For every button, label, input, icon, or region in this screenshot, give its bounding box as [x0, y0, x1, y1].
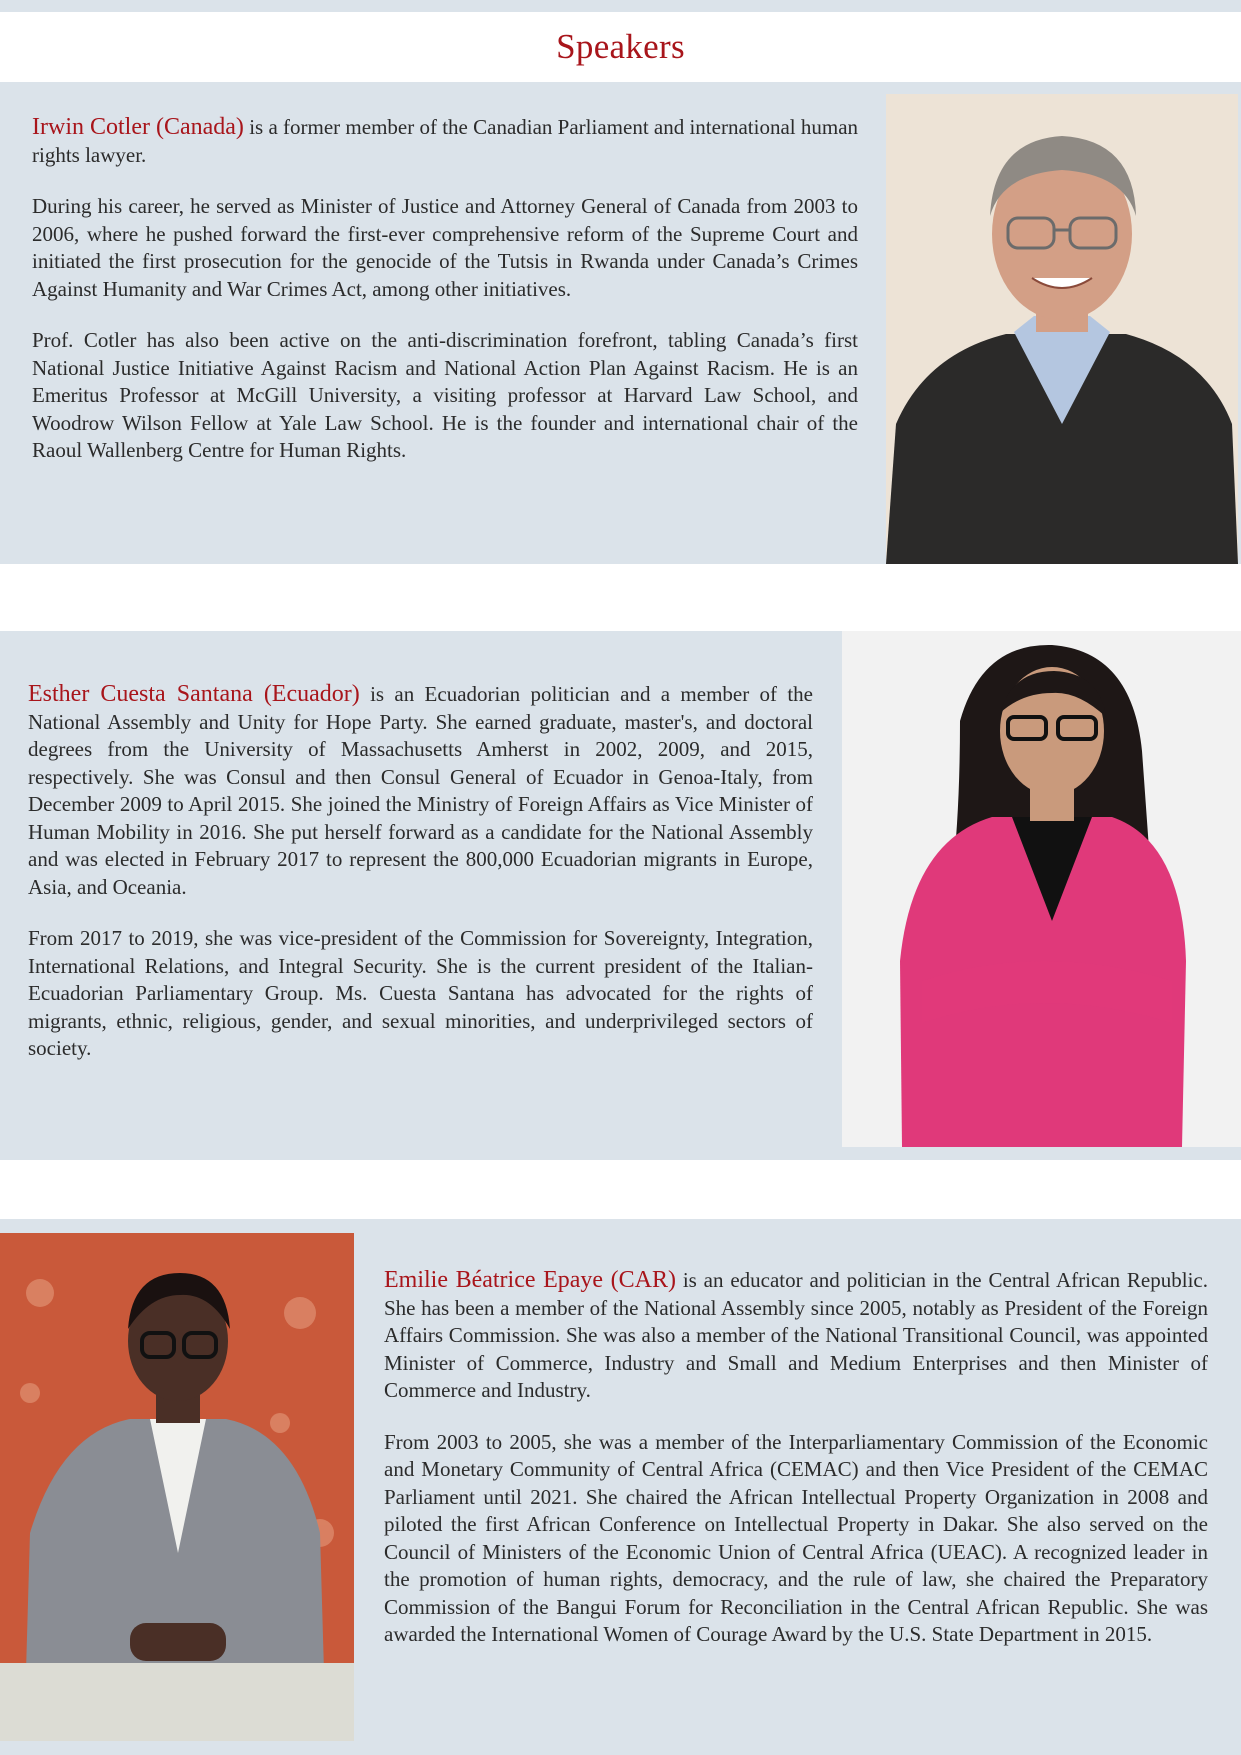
- bio-paragraph: Esther Cuesta Santana (Ecuador) is an Ecuadorian politician and a member of the National Assembly and Unity for Hope Party. She earned graduate, master's, and doctoral degrees from the University of Massachusetts Amherst in 2002, 2009, and 2015, respectively. She was Consul and then Consul General of Ecuador in Genoa-Italy, from December 2009 to April 2015. She joined the Ministry of Foreign Affairs as Vice Minister of Human Mobility in 2016. She put herself forward as a candidate for the National Assembly and was elected in February 2017 to represent the 800,000 Ecuadorian migrants in Europe, Asia, and Oceania.: [28, 681, 814, 899]
- speaker-photo-epaye: [0, 1233, 354, 1741]
- bio-paragraph: Irwin Cotler (Canada) is a former member of the Canadian Parliament and international human rights lawyer.: [32, 114, 859, 167]
- speaker-bio-epaye: [384, 1267, 1208, 1649]
- speaker-card-cuesta-santana: [0, 631, 1241, 1160]
- bio-paragraph: Prof. Cotler has also been active on the anti-discrimination forefront, tabling Canada’s first National Justice Initiative Against Racism and National Action Plan Against Racism. He is an Emeritus Professor at McGill University, a visiting professor at Harvard Law School, and Woodrow Wilson Fellow at Yale Law School. He is the founder and international chair of the Raoul Wallenberg Centre for Human Rights.: [32, 328, 858, 462]
- bio-paragraph: From 2017 to 2019, she was vice-president of the Commission for Sovereignty, Integration, International Relations, and Integral Security. She is the current president of the Italian-Ecuadorian Parliamentary Group. Ms. Cuesta Santana has advocated for the rights of migrants, ethnic, religious, gender, and sexual minorities, and underprivileged sectors of society.: [28, 926, 813, 1060]
- bio-paragraph: From 2003 to 2005, she was a member of the Interparliamentary Commission of the Economic and Monetary Community of Central Africa (CEMAC) and then Vice President of the CEMAC Parliament until 2021. She chaired the African Intellectual Property Organization in 2008 and piloted the first African Conference on Intellectual Property in Dakar. She also served on the Council of Ministers of the Economic Union of Central Africa (UEAC). A recognized leader in the promotion of human rights, democracy, and the rule of law, she chaired the Preparatory Commission of the Bangui Forum for Reconciliation in the Central African Republic. She was awarded the International Women of Courage Award by the U.S. State Department in 2015.: [384, 1429, 1208, 1646]
- speaker-name: Irwin Cotler (Canada): [32, 114, 244, 140]
- bio-paragraph: Emilie Béatrice Epaye (CAR) is an educator and politician in the Central African Republic. She has been a member of the National Assembly since 2005, notably as President of the Foreign Affairs Commission. She was also a member of the National Transitional Council, was appointed Minister of Commerce, Industry and Small and Medium Enterprises and then Minister of Commerce and Industry.: [384, 1267, 1208, 1402]
- speaker-bio-cotler: [32, 114, 858, 465]
- speaker-photo-cuesta-santana: [842, 631, 1241, 1147]
- bio-paragraph: During his career, he served as Minister of Justice and Attorney General of Canada from 2003 to 2006, where he pushed forward the first-ever comprehensive reform of the Supreme Court and initiated the first prosecution for the genocide of the Tutsis in Rwanda under Canada’s Crimes Against Humanity and War Crimes Act, among other initiatives.: [32, 194, 858, 301]
- speaker-name: Esther Cuesta Santana (Ecuador): [28, 681, 360, 707]
- speaker-bio-cuesta-santana: [28, 681, 813, 1063]
- page-title: Speakers: [556, 27, 685, 66]
- speaker-name: Emilie Béatrice Epaye (CAR): [384, 1267, 676, 1293]
- top-strip: [0, 0, 1241, 12]
- speaker-card-epaye: [0, 1219, 1241, 1755]
- page-header: [0, 12, 1241, 82]
- speaker-card-cotler: [0, 82, 1241, 564]
- speaker-photo-cotler: [886, 94, 1238, 564]
